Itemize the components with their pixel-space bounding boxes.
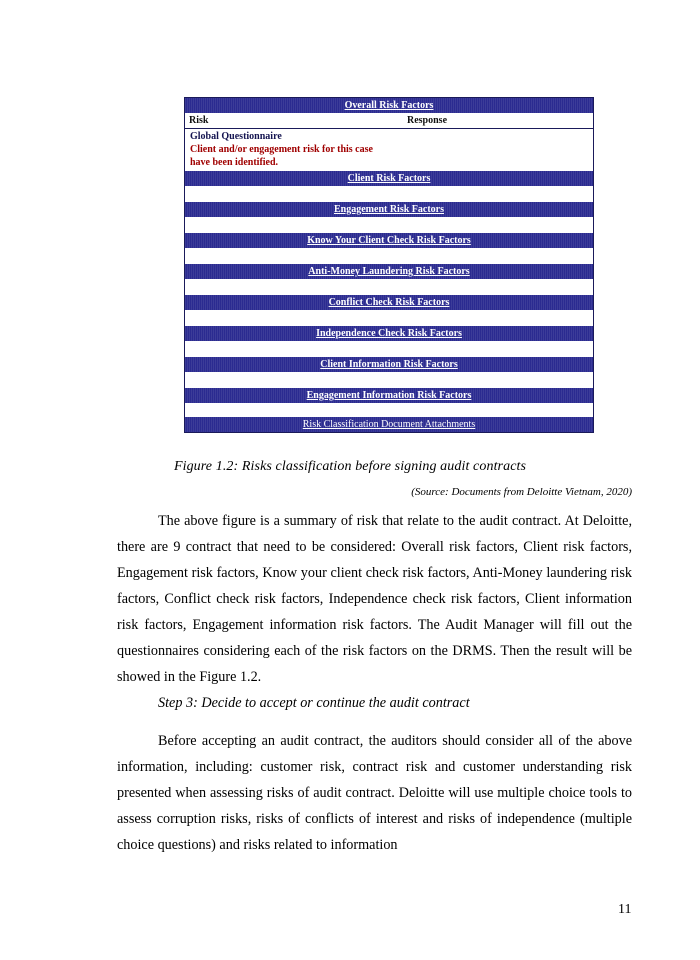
section-spacer <box>185 310 593 326</box>
section-aml-risk-factors: Anti-Money Laundering Risk Factors <box>185 264 593 279</box>
section-spacer <box>185 372 593 388</box>
section-spacer <box>185 248 593 264</box>
global-questionnaire-label: Global Questionnaire <box>190 131 282 142</box>
body-paragraph-2: Before accepting an audit contract, the auditors should consider all of the above information, including: customer risk, contract risk and customer understanding risk presented when assessing risks of audit contract. Deloitte will use multiple choice tools to assess corruption risks, risks of conflicts of interest and risks of independence (multiple choice questions) and risks related to information <box>117 733 632 853</box>
risk-factors-figure <box>184 97 594 433</box>
column-header-row <box>185 113 593 129</box>
figure-caption: Figure 1.2: Risks classification before signing audit contracts <box>173 459 527 474</box>
risk-warning-text <box>185 143 405 171</box>
section-engagement-information-risk-factors: Engagement Information Risk Factors <box>185 388 593 403</box>
body-paragraph-1: The above figure is a summary of risk that relate to the audit contract. At Deloitte, there are 9 contract that need to be considered: Overall risk factors, Client risk factors, Engagement risk factors, Know your client check risk factors, Anti-Money laundering risk factors, Conflict check risk factors, Independence check risk factors, Client information risk factors, Engagement information risk factors. The Audit Manager will fill out the questionnaires considering each of the risk factors on the DRMS. Then the result will be showed in the Figure 1.2. <box>117 513 632 685</box>
section-independence-check-risk-factors: Independence Check Risk Factors <box>185 326 593 341</box>
response-column-label: Response <box>407 115 448 126</box>
section-kyc-risk-factors: Know Your Client Check Risk Factors <box>185 233 593 248</box>
section-conflict-check-risk-factors: Conflict Check Risk Factors <box>185 295 593 310</box>
risk-warning-line-2: have been identified. <box>190 157 279 168</box>
section-spacer <box>185 403 593 417</box>
section-spacer <box>185 217 593 233</box>
section-client-risk-factors: Client Risk Factors <box>185 171 593 186</box>
section-spacer <box>185 341 593 357</box>
overall-risk-factors-header: Overall Risk Factors <box>185 98 593 113</box>
section-spacer <box>185 279 593 295</box>
section-risk-classification-attachments: Risk Classification Document Attachments <box>185 417 593 432</box>
risk-warning-line-1: Client and/or engagement risk for this case <box>190 144 373 155</box>
page-number: 11 <box>618 902 632 917</box>
risk-column-label: Risk <box>189 115 209 126</box>
section-client-information-risk-factors: Client Information Risk Factors <box>185 357 593 372</box>
section-spacer <box>185 186 593 202</box>
section-engagement-risk-factors: Engagement Risk Factors <box>185 202 593 217</box>
figure-source: (Source: Documents from Deloitte Vietnam, 2020) <box>411 486 632 498</box>
step-3-heading: Step 3: Decide to accept or continue the audit contract <box>158 695 470 711</box>
